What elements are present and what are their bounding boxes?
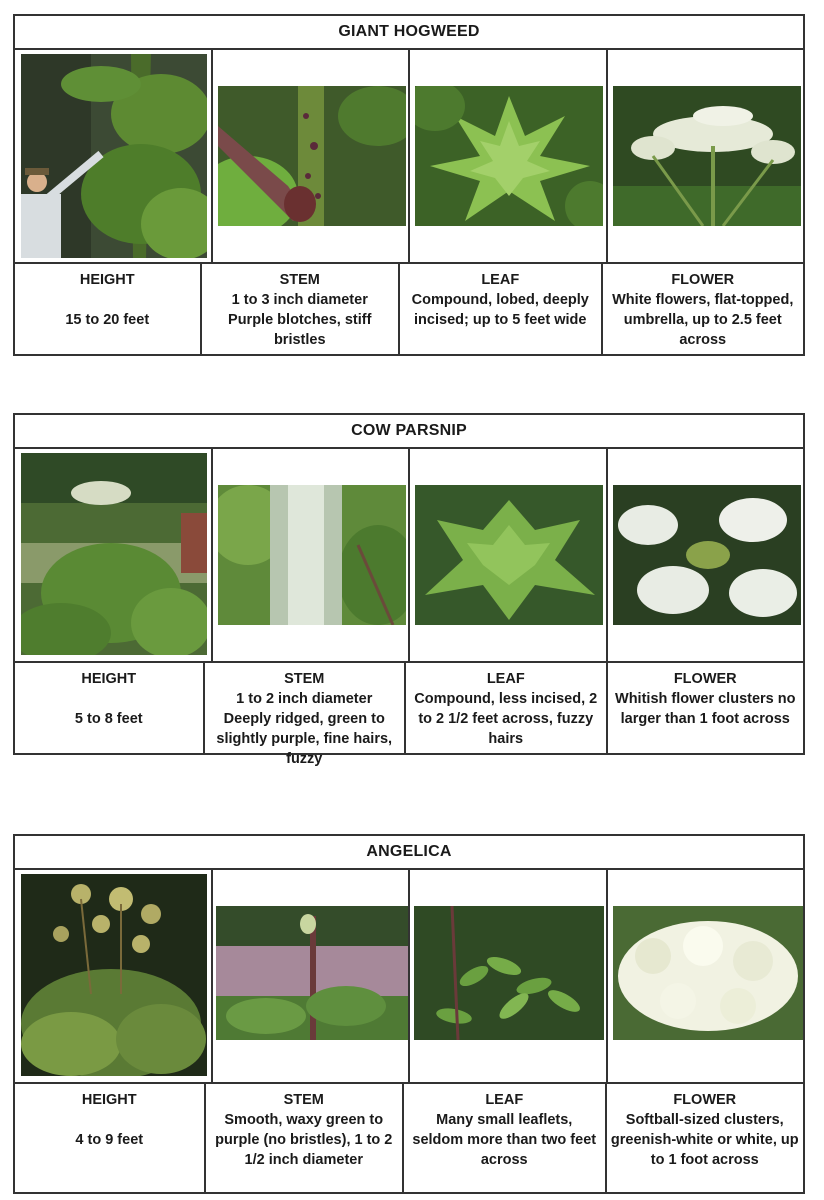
- height-photo-cell: [15, 50, 213, 262]
- table-title: GIANT HOGWEED: [15, 16, 803, 50]
- height-heading: HEIGHT: [81, 671, 137, 687]
- leaf-cell: [406, 663, 608, 753]
- height-heading: HEIGHT: [79, 272, 135, 288]
- angelica-stem-photo: [216, 906, 408, 1040]
- stem-photo-cell: [213, 50, 411, 262]
- photo-row: [15, 50, 803, 264]
- stem-text: 1 to 2 inch diameter Deeply ridged, green to slightly purple, fine hairs, fuzzy: [216, 691, 393, 767]
- leaf-cell: [404, 1084, 607, 1192]
- stem-heading: STEM: [279, 272, 320, 288]
- leaf-heading: LEAF: [481, 272, 520, 288]
- photo-row: [15, 449, 803, 663]
- parsnip-plant-photo: [21, 453, 207, 655]
- flower-photo-cell: [608, 449, 804, 661]
- angelica-table: [13, 834, 805, 1194]
- height-text: 5 to 8 feet: [74, 711, 143, 727]
- angelica-plant-photo: [21, 874, 207, 1076]
- flower-photo-cell: [608, 870, 804, 1082]
- stem-cell: [205, 663, 407, 767]
- stem-text: Smooth, waxy green to purple (no bristles), 1 to 2 1/2 inch diameter: [215, 1112, 393, 1168]
- table-title: COW PARSNIP: [15, 415, 803, 449]
- description-row: [15, 264, 803, 354]
- leaf-heading: LEAF: [485, 1092, 524, 1108]
- leaf-heading: LEAF: [486, 671, 525, 687]
- cow-parsnip-table: [13, 413, 805, 767]
- angelica-leaf-photo: [414, 906, 604, 1040]
- height-cell: [15, 1084, 206, 1192]
- stem-heading: STEM: [284, 671, 325, 687]
- flower-cell: [607, 1084, 804, 1192]
- flower-heading: FLOWER: [673, 671, 737, 687]
- height-cell: [15, 264, 202, 354]
- stem-cell: [206, 1084, 405, 1192]
- parsnip-stem-photo: [218, 485, 406, 625]
- leaf-photo-cell: [410, 449, 608, 661]
- stem-photo-cell: [213, 449, 411, 661]
- flower-photo-cell: [608, 50, 804, 262]
- height-text: 15 to 20 feet: [65, 312, 150, 328]
- height-photo-cell: [15, 870, 213, 1082]
- hogweed-flower-photo: [613, 86, 801, 226]
- leaf-text: Compound, less incised, 2 to 2 1/2 feet across, fuzzy hairs: [414, 691, 598, 747]
- flower-heading: FLOWER: [671, 272, 735, 288]
- height-photo-cell: [15, 449, 213, 661]
- leaf-cell: [400, 264, 603, 354]
- description-row: [15, 1084, 803, 1192]
- stem-photo-cell: [213, 870, 411, 1082]
- hogweed-leaf-photo: [415, 86, 603, 226]
- giant-hogweed-table: [13, 14, 805, 356]
- angelica-flower-photo: [613, 906, 803, 1040]
- flower-text: White flowers, flat-topped, umbrella, up to 2.5 feet across: [612, 292, 794, 348]
- leaf-text: Many small leaflets, seldom more than two feet across: [412, 1112, 597, 1168]
- hogweed-person-photo: [21, 54, 207, 258]
- stem-cell: [202, 264, 401, 354]
- height-heading: HEIGHT: [81, 1092, 137, 1108]
- table-title: ANGELICA: [15, 836, 803, 870]
- flower-cell: [608, 663, 804, 753]
- flower-cell: [603, 264, 804, 354]
- height-cell: [15, 663, 205, 753]
- flower-text: Whitish flower clusters no larger than 1 foot across: [615, 691, 796, 727]
- stem-heading: STEM: [283, 1092, 324, 1108]
- leaf-photo-cell: [410, 870, 608, 1082]
- leaf-text: Compound, lobed, deeply incised; up to 5 feet wide: [411, 292, 589, 328]
- stem-text: 1 to 3 inch diameter Purple blotches, stiff bristles: [228, 292, 372, 348]
- flower-heading: FLOWER: [673, 1092, 737, 1108]
- leaf-photo-cell: [410, 50, 608, 262]
- description-row: [15, 663, 803, 767]
- height-text: 4 to 9 feet: [75, 1132, 144, 1148]
- hogweed-stem-photo: [218, 86, 406, 226]
- flower-text: Softball-sized clusters, greenish-white or white, up to 1 foot across: [610, 1112, 799, 1168]
- parsnip-leaf-photo: [415, 485, 603, 625]
- photo-row: [15, 870, 803, 1084]
- parsnip-flower-photo: [613, 485, 801, 625]
